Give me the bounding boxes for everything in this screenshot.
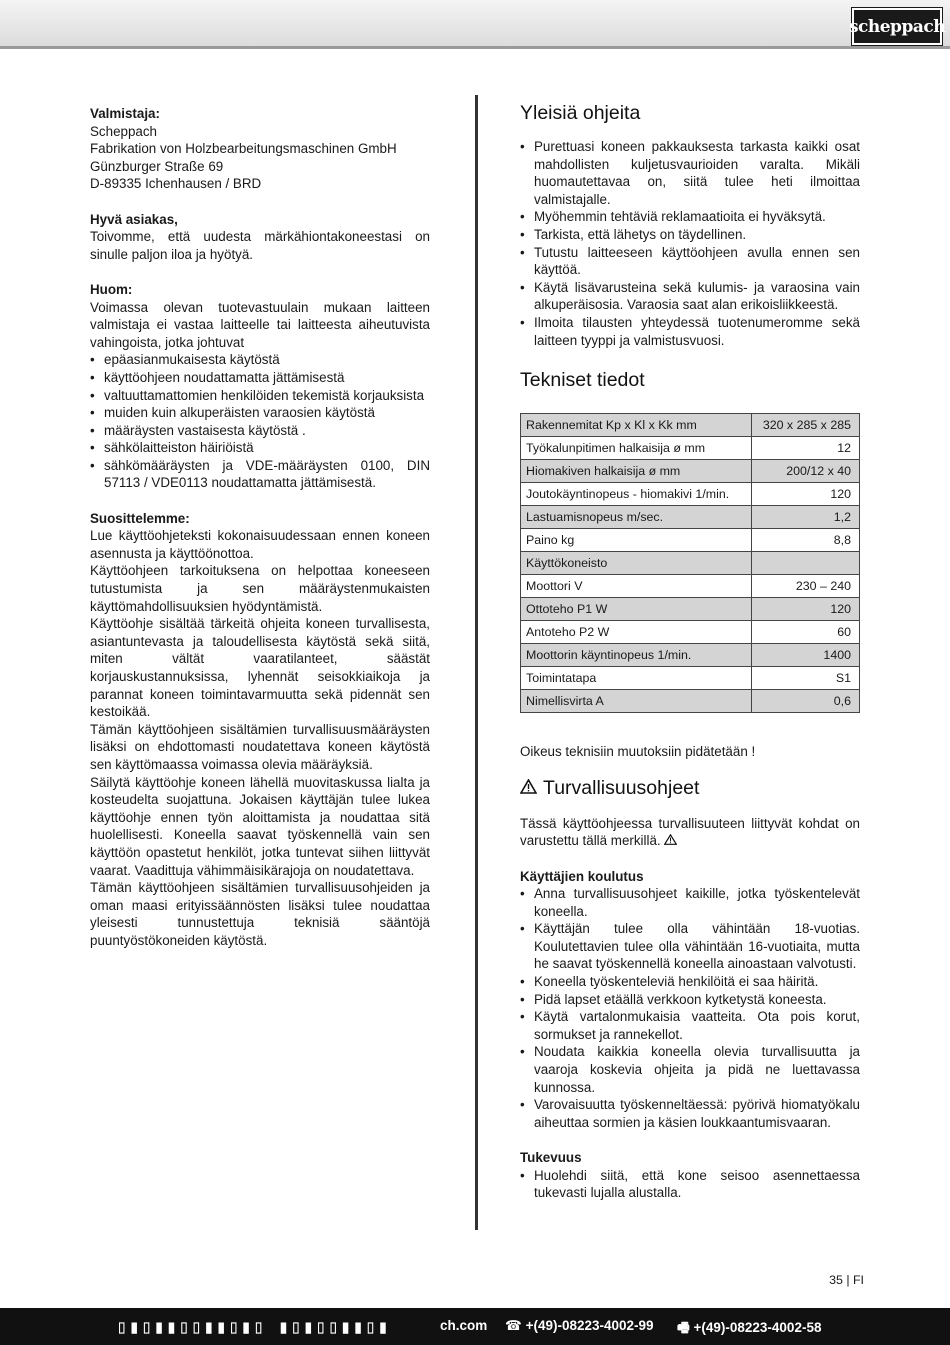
safety-intro-text: Tässä käyttöohjeessa turvallisuuteen liittyvät kohdat on varustettu tällä merkillä.	[520, 815, 860, 849]
spec-value: 1400	[751, 644, 859, 667]
warning-triangle-icon	[664, 833, 677, 848]
spec-value: 1,2	[751, 506, 859, 529]
left-column	[90, 105, 430, 950]
recommend-paragraph: Säilytä käyttöohje koneen lähellä muovitaskussa lialta ja kosteudelta suojattuna. Jokaisen käyttäjän tulee lukea käyttöohje ennen työn aloittamista ja noudattaa sitä huolellisesti. Koneella saavat työskennellä vain sen käyttöön opastetut henkilöt, jotka tuntevat siihen liittyvät vaarat. Vaadittuja vähimmäisikärajoja on noudatettava.	[90, 774, 430, 878]
spec-row	[521, 598, 860, 621]
spec-row	[521, 414, 860, 437]
spec-row	[521, 483, 860, 506]
barcode-graphic: ▯▮▯▮▮▯▯▮▮▯▮▯ ▮▯▮▯▯▮▮▯▮	[116, 1316, 390, 1338]
training-list-item: • Anna turvallisuusohjeet kaikille, jotka työskentelevät koneella.	[520, 885, 860, 920]
general-list-item: • Käytä lisävarusteina sekä kulumis- ja varaosina vain alkuperäisosia. Varaosia saat alan erikoisliikkeestä.	[520, 279, 860, 314]
note-list-item: • määräysten vastaisesta käytöstä .	[90, 422, 430, 440]
customer-greeting: Hyvä asiakas,	[90, 211, 178, 227]
general-list-item: • Myöhemmin tehtäviä reklamaatioita ei hyväksytä.	[520, 208, 860, 226]
spec-label: Antoteho P2 W	[521, 621, 752, 644]
spec-label: Joutokäyntinopeus - hiomakivi 1/min.	[521, 483, 752, 506]
page-number: 35 | FI	[829, 1273, 864, 1287]
spec-value: 320 x 285 x 285	[751, 414, 859, 437]
manufacturer-label: Valmistaja:	[90, 106, 160, 121]
safety-title: Turvallisuusohjeet	[543, 776, 700, 799]
safety-heading	[520, 775, 860, 801]
spec-label: Lastuamisnopeus m/sec.	[521, 506, 752, 529]
training-list-item: • Koneella työskenteleviä henkilöitä ei saa häiritä.	[520, 973, 860, 991]
note-list-item: • epäasianmukaisesta käytöstä	[90, 351, 430, 369]
training-list-item: • Käytä vartalonmukaisia vaatteita. Ota pois korut, sormukset ja rannekellot.	[520, 1008, 860, 1043]
spec-row	[521, 690, 860, 713]
spec-row	[521, 460, 860, 483]
spec-label: Paino kg	[521, 529, 752, 552]
spec-value: 230 – 240	[751, 575, 859, 598]
recommend-paragraph: Tämän käyttöohjeen sisältämien turvallisuusohjeiden ja oman maasi erityissäännösten lisäksi tulee noudattaa yleisesti tunnustettuja teknisiä sääntöjä puuntyöstökoneiden käytöstä.	[90, 880, 430, 948]
manufacturer-line: Fabrikation von Holzbearbeitungsmaschinen GmbH	[90, 141, 397, 157]
spec-value: 120	[751, 483, 859, 506]
note-list-item: • sähkölaitteiston häiriöistä	[90, 439, 430, 457]
brand-logo	[848, 8, 946, 45]
spec-label: Ottoteho P1 W	[521, 598, 752, 621]
spec-value: 12	[751, 437, 859, 460]
support-label: Tukevuus	[520, 1150, 582, 1165]
spec-value: 200/12 x 40	[751, 460, 859, 483]
note-text: Voimassa olevan tuotevastuulain mukaan laitteen valmistaja ei vastaa laitteelle tai laitteesta aiheutuvista vahingoista, jotka johtuvat	[90, 299, 430, 350]
spec-value	[751, 552, 859, 575]
spec-table	[520, 413, 860, 713]
general-title: Yleisiä ohjeita	[520, 102, 641, 124]
manufacturer-line: Günzburger Straße 69	[90, 158, 224, 174]
spec-label: Moottorin käyntinopeus 1/min.	[521, 644, 752, 667]
spec-label: Rakennemitat Kp x Kl x Kk mm	[521, 414, 752, 437]
tech-title: Tekniset tiedot	[520, 369, 645, 392]
spec-label: Työkalunpitimen halkaisija ø mm	[521, 437, 752, 460]
spec-value: 120	[751, 598, 859, 621]
safety-intro	[520, 815, 860, 850]
general-list-item: • Tarkista, että lähetys on täydellinen.	[520, 226, 860, 244]
recommend-label: Suosittelemme:	[90, 510, 190, 526]
warning-triangle-icon	[520, 775, 537, 801]
phone-number: ☎ +(49)-08223-4002-99	[505, 1318, 654, 1333]
customer-text: Toivomme, että uudesta märkähiontakoneestasi on sinulle paljon iloa ja hyötyä.	[90, 229, 430, 262]
spec-value: 60	[751, 621, 859, 644]
note-list-item: • käyttöohjeen noudattamatta jättämisestä	[90, 369, 430, 387]
support-list	[520, 1167, 860, 1202]
spec-value: 0,6	[751, 690, 859, 713]
bottom-contact-bar	[0, 1308, 950, 1345]
recommend-paragraph: Lue käyttöohjeteksti kokonaisuudessaan ennen koneen asennusta ja käyttöönottoa.	[90, 528, 430, 561]
note-list	[90, 351, 430, 492]
support-list-item: • Huolehdi siitä, että kone seisoo asennettaessa tukevasti lujalla alustalla.	[520, 1167, 860, 1202]
spec-row	[521, 644, 860, 667]
general-list	[520, 138, 860, 349]
manufacturer-line: Scheppach	[90, 123, 158, 139]
spec-value: 8,8	[751, 529, 859, 552]
brand-logo-text: scheppach	[848, 16, 946, 37]
top-header-bar	[0, 0, 950, 49]
spec-label: Moottori V	[521, 575, 752, 598]
manufacturer-line: D-89335 Ichenhausen / BRD	[90, 176, 262, 192]
fax-number: 🖷 +(49)-08223-4002-58	[677, 1320, 822, 1335]
spec-row	[521, 575, 860, 598]
training-list	[520, 885, 860, 1131]
rights-text: Oikeus teknisiin muutoksiin pidätetään !	[520, 744, 756, 760]
note-label: Huom:	[90, 281, 133, 297]
right-column	[520, 100, 860, 1202]
training-label: Käyttäjien koulutus	[520, 868, 644, 884]
column-divider	[475, 95, 478, 1230]
general-list-item: • Purettuasi koneen pakkauksesta tarkasta kaikki osat mahdollisten kuljetusvaurioiden varalta. Mikäli huomautettavaa on, siitä tulee heti ilmoittaa valmistajalle.	[520, 138, 860, 208]
spec-row	[521, 667, 860, 690]
recommend-paragraph: Tämän käyttöohjeen sisältämien turvallisuusmääräysten lisäksi on ehdottomasti noudatettava koneen käytöstä sen käyttömaassa voimassa olevia määräyksiä.	[90, 721, 430, 772]
spec-row	[521, 529, 860, 552]
note-list-item: • valtuuttamattomien henkilöiden tekemistä korjauksista	[90, 387, 430, 405]
training-list-item: • Pidä lapset etäällä verkkoon kytketystä koneesta.	[520, 991, 860, 1009]
spec-row	[521, 437, 860, 460]
note-list-item: • muiden kuin alkuperäisten varaosien käytöstä	[90, 404, 430, 422]
note-list-item: • sähkömääräysten ja VDE-määräysten 0100, DIN 57113 / VDE0113 noudattamatta jättämisestä.	[90, 457, 430, 492]
recommend-paragraph: Käyttöohjeen tarkoituksena on helpottaa koneeseen tutustumista ja sen määräystenmukaisten käyttömahdollisuuksien hyödyntämistä.	[90, 563, 430, 614]
training-list-item: • Käyttäjän tulee olla vähintään 18-vuotias. Koulutettavien tulee olla vähintään 16-vuotiaita, mutta he saavat työskennellä koneella ainoastaan valvotusti.	[520, 920, 860, 973]
training-list-item: • Varovaisuutta työskenneltäessä: pyörivä hiomatyökalu aiheuttaa sormien ja käsien loukkaantumisvaaran.	[520, 1096, 860, 1131]
spec-row	[521, 621, 860, 644]
spec-row	[521, 506, 860, 529]
training-list-item: • Noudata kaikkia koneella olevia turvallisuutta ja vaaroja koskevia ohjeita ja pidä ne luettavassa kunnossa.	[520, 1043, 860, 1096]
spec-value: S1	[751, 667, 859, 690]
general-list-item: • Tutustu laitteeseen käyttöohjeen avulla ennen sen käyttöä.	[520, 244, 860, 279]
recommend-paragraph: Käyttöohje sisältää tärkeitä ohjeita koneen turvallisesta, asiantuntevasta ja taloudellisesta käytöstä sekä siitä, miten vältät vaaratilanteet, säästät korjauskustannuksissa, lyhennät seisokkiaikoja ja parannat koneen toimintavarmuutta sekä pidennät sen kestoikää.	[90, 616, 430, 720]
spec-row	[521, 552, 860, 575]
spec-label: Nimellisvirta A	[521, 690, 752, 713]
spec-label: Käyttökoneisto	[521, 552, 752, 575]
spec-label: Toimintatapa	[521, 667, 752, 690]
website-text: ch.com	[440, 1318, 488, 1333]
spec-label: Hiomakiven halkaisija ø mm	[521, 460, 752, 483]
general-list-item: • Ilmoita tilausten yhteydessä tuotenumeromme sekä laitteen tyyppi ja valmistusvuosi.	[520, 314, 860, 349]
